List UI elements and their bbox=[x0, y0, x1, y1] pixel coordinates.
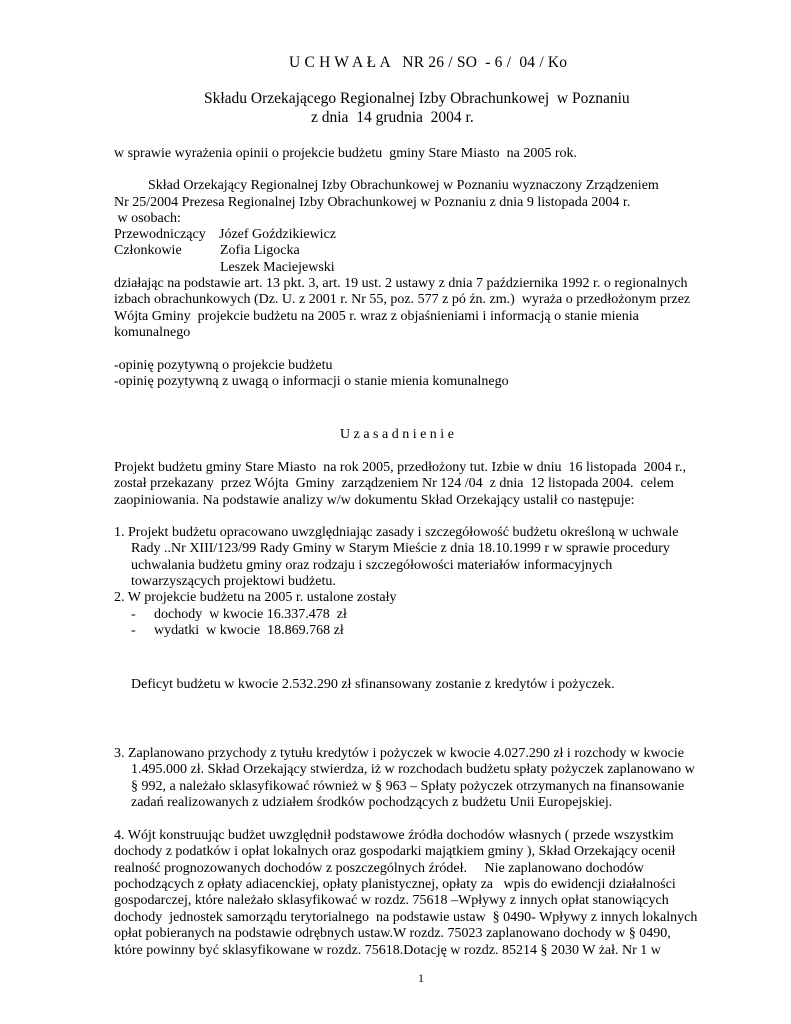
members-role: Członkowie bbox=[114, 243, 182, 258]
point-4-line: realność prognozowanych dochodów z poszczególnych źródeł. Nie zaplanowano dochodów bbox=[114, 861, 644, 876]
intro-line: Nr 25/2004 Prezesa Regionalnej Izby Obrachunkowej w Poznaniu z dnia 9 listopada 2004 r. bbox=[114, 195, 631, 210]
point-2-line: 2. W projekcie budżetu na 2005 r. ustalone zostały bbox=[114, 590, 397, 605]
justification-line: został przekazany przez Wójta Gminy zarządzeniem Nr 124 /04 z dnia 12 listopada 2004. celem bbox=[114, 476, 674, 491]
basis-line: Wójta Gminy projekcie budżetu na 2005 r. wraz z objaśnieniami i informacją o stanie mienia bbox=[114, 309, 639, 324]
member-name: Zofia Ligocka bbox=[220, 243, 300, 258]
basis-line: komunalnego bbox=[114, 325, 191, 340]
point-4-line: dochody jednostek samorządu terytorialnego na podstawie ustaw § 0490- Wpływy z innych lokalnych bbox=[114, 910, 698, 925]
justification-line: zaopiniowania. Na podstawie analizy w/w dokumentu Skład Orzekający ustalił co następuje: bbox=[114, 493, 635, 508]
justification-heading: U z a s a d n i e n i e bbox=[340, 427, 454, 442]
intro-line: Skład Orzekający Regionalnej Izby Obrachunkowej w Poznaniu wyznaczony Zrządzeniem bbox=[148, 178, 659, 193]
basis-line: izbach obrachunkowych (Dz. U. z 2001 r. Nr 55, poz. 577 z pó źn. zm.) wyraża o przedłożonym przez bbox=[114, 292, 691, 307]
point-1-line: towarzyszących projektowi budżetu. bbox=[131, 574, 336, 589]
member-name: Leszek Maciejewski bbox=[220, 260, 335, 275]
point-4-line: pochodzących z opłaty adiacenckiej, opłaty planistycznej, opłaty za wpis do ewidencji działalności bbox=[114, 877, 676, 892]
point-1-line: Rady ..Nr XIII/123/99 Rady Gminy w Starym Mieście z dnia 18.10.1999 r w sprawie procedury bbox=[131, 541, 670, 556]
point-3-line: § 992, a należało sklasyfikować również w § 963 – Spłaty pożyczek otrzymanych na finansowanie bbox=[131, 779, 685, 794]
list-dash: - bbox=[131, 623, 136, 638]
point-3-line: 1.495.000 zł. Skład Orzekający stwierdza, iż w rozchodach budżetu spłaty pożyczek zaplanowano w bbox=[131, 762, 695, 777]
point-4-line: opłat pobieranych na podstawie odrębnych ustaw.W rozdz. 75023 zaplanowano dochody w § 0490, bbox=[114, 926, 671, 941]
expenditure-amount: wydatki w kwocie 18.869.768 zł bbox=[154, 623, 344, 638]
resolution-title: U C H W A Ł A NR 26 / SO - 6 / 04 / Ko bbox=[289, 54, 568, 71]
point-3-line: 3. Zaplanowano przychody z tytułu kredytów i pożyczek w kwocie 4.027.290 zł i rozchody w kwocie bbox=[114, 746, 684, 761]
point-1-line: uchwalania budżetu gminy oraz rodzaju i szczegółowości materiałów informacyjnych bbox=[131, 558, 613, 573]
list-dash: - bbox=[131, 607, 136, 622]
point-4-line: które powinny być sklasyfikowane w rozdz. 75618.Dotację w rozdz. 85214 § 2030 W żał. Nr 1 w bbox=[114, 943, 661, 958]
point-1-line: 1. Projekt budżetu opracowano uwzględniając zasady i szczegółowość budżetu określoną w uchwale bbox=[114, 525, 679, 540]
chair-name: Józef Goździkiewicz bbox=[219, 227, 336, 242]
intro-line: w osobach: bbox=[114, 211, 181, 226]
point-4-line: dochody z podatków i opłat lokalnych oraz gospodarki majątkiem gminy ), Skład Orzekający ocenił bbox=[114, 844, 676, 859]
point-4-line: gospodarczej, które należało sklasyfikować w rozdz. 75618 –Wpływy z innych opłat stanowiących bbox=[114, 893, 669, 908]
opinion-line: -opinię pozytywną z uwagą o informacji o stanie mienia komunalnego bbox=[114, 374, 509, 389]
point-4-line: 4. Wójt konstruując budżet uwzględnił podstawowe źródła dochodów własnych ( przede wszystkim bbox=[114, 828, 674, 843]
issuer-line: Składu Orzekającego Regionalnej Izby Obrachunkowej w Poznaniu bbox=[204, 90, 630, 107]
deficit-line: Deficyt budżetu w kwocie 2.532.290 zł sfinansowany zostanie z kredytów i pożyczek. bbox=[131, 677, 615, 692]
chair-role: Przewodniczący bbox=[114, 227, 206, 242]
justification-line: Projekt budżetu gminy Stare Miasto na rok 2005, przedłożony tut. Izbie w dniu 16 listopada 2004 r., bbox=[114, 460, 686, 475]
page-number: 1 bbox=[418, 971, 424, 985]
income-amount: dochody w kwocie 16.337.478 zł bbox=[154, 607, 347, 622]
point-3-line: zadań realizowanych z udziałem środków pochodzących z budżetu Unii Europejskiej. bbox=[131, 795, 613, 810]
subject-line: w sprawie wyrażenia opinii o projekcie budżetu gminy Stare Miasto na 2005 rok. bbox=[114, 146, 578, 161]
opinion-line: -opinię pozytywną o projekcie budżetu bbox=[114, 358, 333, 373]
date-line: z dnia 14 grudnia 2004 r. bbox=[311, 109, 474, 126]
basis-line: działając na podstawie art. 13 pkt. 3, art. 19 ust. 2 ustawy z dnia 7 października 1992 r. o regionalnych bbox=[114, 276, 688, 291]
